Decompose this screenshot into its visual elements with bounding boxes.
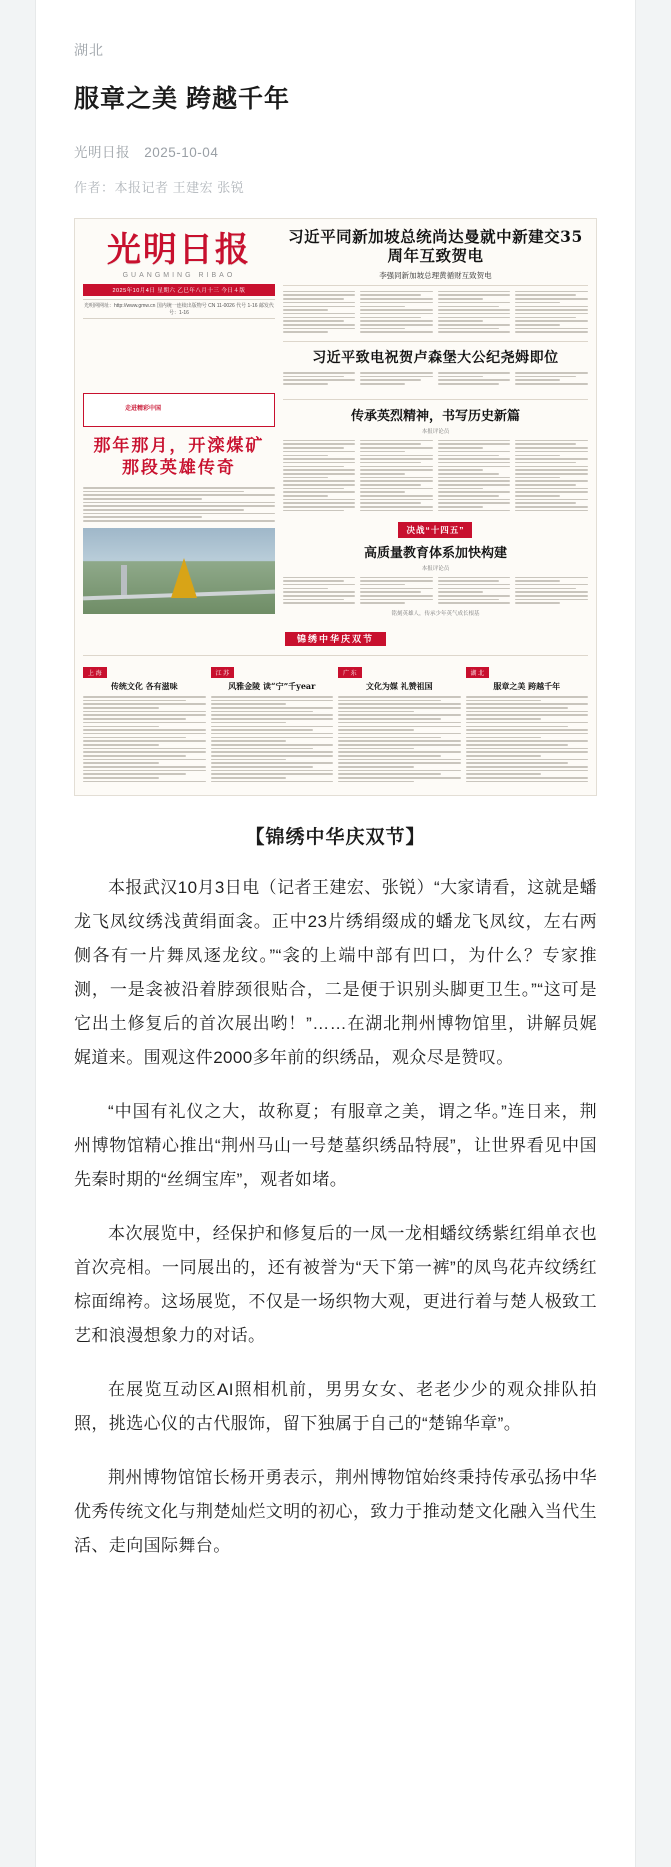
bottom-column-tag: 广 东 xyxy=(338,667,362,678)
bottom-column-tag: 上 海 xyxy=(83,667,107,678)
feature-column-right xyxy=(283,393,588,621)
text-column xyxy=(283,577,356,607)
second-headline: 习近平致电祝贺卢森堡大公纪尧姆即位 xyxy=(283,341,588,367)
text-column xyxy=(83,487,275,522)
flag-emblem-icon xyxy=(87,397,121,423)
masthead-url-bar: 光明网网址：http://www.gmw.cn 国内统一连续出版物号 CN 11-0026 代号 1-16 邮发代号：1-16 xyxy=(83,299,275,319)
byline: 作者：本报记者 王建宏 张锐 xyxy=(74,180,245,195)
fourth-body-columns xyxy=(283,577,588,607)
text-column xyxy=(360,577,433,607)
text-column xyxy=(438,291,511,335)
text-column xyxy=(515,291,588,335)
text-column xyxy=(338,696,461,782)
lead-story-block xyxy=(283,227,588,387)
feature-headline: 那年那月，开滦煤矿那段英雄传奇 xyxy=(93,435,265,478)
bottom-column-tag: 江 苏 xyxy=(211,667,235,678)
bottom-column-title: 传统文化 各有滋味 xyxy=(110,681,178,691)
text-column xyxy=(515,372,588,387)
second-body-columns xyxy=(283,372,588,387)
bottom-column xyxy=(338,662,461,785)
page-title: 服章之美 跨越千年 xyxy=(74,85,290,113)
lead-subheadline: 李强同新加坡总理黄循财互致贺电 xyxy=(283,270,588,286)
section-title: 【锦绣中华庆双节】 xyxy=(245,826,426,848)
newspaper-top-block xyxy=(83,227,588,387)
bottom-columns xyxy=(83,655,588,785)
article-paragraph: 本报武汉10月3日电（记者王建宏、张锐）“大家请看，这就是蟠龙飞凤纹绣浅黄绢面衾。正中23片绣绢缀成的蟠龙飞凤纹，左右两侧各有一片舞凤逐龙纹。”“衾的上端中部有凹口，为什么？专家推测，一是衾被沿着脖颈很贴合，二是便于识别头脚更卫生。”“这可是它出土修复后的首次展出哟！”……在湖北荆州博物馆里，讲解员娓娓道来。围观这件2000多年前的织绣品，观众尽是赞叹。 xyxy=(74,877,597,1067)
text-column xyxy=(438,440,511,514)
fourth-kicker-wrap xyxy=(283,520,588,538)
fourth-kicker: 决战“十四五” xyxy=(398,522,472,538)
feature-badge-label: 走进精彩中国 xyxy=(125,405,162,412)
text-column xyxy=(360,372,433,387)
text-column xyxy=(438,372,511,387)
text-column xyxy=(466,696,589,782)
article-kicker: 湖北 xyxy=(74,42,104,58)
bottom-column xyxy=(211,662,334,785)
masthead-block xyxy=(83,227,275,319)
third-byline: 本报评论员 xyxy=(421,428,450,435)
article-meta xyxy=(74,141,597,161)
article-paragraph: 本次展览中，经保护和修复后的一凤一龙相蟠纹绣紫红绢单衣也首次亮相。一同展出的，还有被誉为“天下第一裤”的凤鸟花卉纹绣红棕面绵袴。这场展览，不仅是一场织物大观，更进行着与楚人极致工艺和浪漫想象力的对话。 xyxy=(74,1223,597,1345)
fourth-headline: 高质量教育体系加快构建 xyxy=(363,545,507,561)
feature-column-left xyxy=(83,393,275,621)
text-column xyxy=(360,291,433,335)
bottom-column-title: 文化为媒 礼赞祖国 xyxy=(365,681,433,691)
publish-date: 2025-10-04 xyxy=(144,145,219,160)
newspaper-middle-block xyxy=(83,393,588,621)
masthead-date-bar: 2025年10月4日 星期六 乙巳年八月十三 今日４版 xyxy=(83,284,275,296)
third-headline: 传承英烈精神，书写历史新篇 xyxy=(283,399,588,424)
center-banner-label: 锦绣中华庆双节 xyxy=(285,632,386,646)
bottom-column-active xyxy=(466,662,589,785)
article-paragraph: 荆州博物馆馆长杨开勇表示，荆州博物馆始终秉持传承弘扬中华优秀传统文化与荆楚灿烂文明的初心，致力于推动楚文化融入当代生活、走向国际舞台。 xyxy=(74,1467,597,1555)
lead-headline: 习近平同新加坡总统尚达曼就中新建交35周年互致贺电 xyxy=(288,227,583,266)
bottom-column xyxy=(83,662,206,785)
masthead-subtitle: GUANGMING RIBAO xyxy=(122,272,236,279)
text-column xyxy=(515,577,588,607)
text-column xyxy=(515,440,588,514)
masthead-title: 光明日报 xyxy=(106,230,251,270)
article-paragraph: “中国有礼仪之大，故称夏；有服章之美，谓之华。”连日来，荆州博物馆精心推出“荆州马山一号楚墓织绣品特展”，让世界看见中国先秦时期的“丝绸宝库”，观者如堵。 xyxy=(74,1101,597,1189)
text-column xyxy=(360,440,433,514)
text-column xyxy=(283,291,356,335)
text-column xyxy=(283,440,356,514)
fourth-byline: 本报评论员 xyxy=(421,565,450,572)
text-column xyxy=(438,577,511,607)
article-sheet xyxy=(35,0,636,1867)
fourth-subheadline: 铭刻英雄人，传承少年英气成长根基 xyxy=(391,611,480,617)
feature-badge xyxy=(83,393,275,427)
text-column xyxy=(211,696,334,782)
third-body-columns xyxy=(283,440,588,514)
text-column xyxy=(83,696,206,782)
article-paragraph: 在展览互动区AI照相机前，男男女女、老老少少的观众排队拍照，挑选心仪的古代服饰，留下独属于自己的“楚锦华章”。 xyxy=(74,1379,597,1433)
text-column xyxy=(283,372,356,387)
center-banner xyxy=(83,629,588,647)
bottom-column-tag: 湖 北 xyxy=(466,667,490,678)
lead-body-columns xyxy=(283,291,588,335)
bottom-column-title: 风雅金陵 读“宁”千year xyxy=(228,681,316,691)
feature-photo xyxy=(83,528,275,614)
newspaper-front-page-image xyxy=(74,218,597,796)
bottom-column-title: 服章之美 跨越千年 xyxy=(493,681,561,691)
source-label: 光明日报 xyxy=(74,145,130,160)
